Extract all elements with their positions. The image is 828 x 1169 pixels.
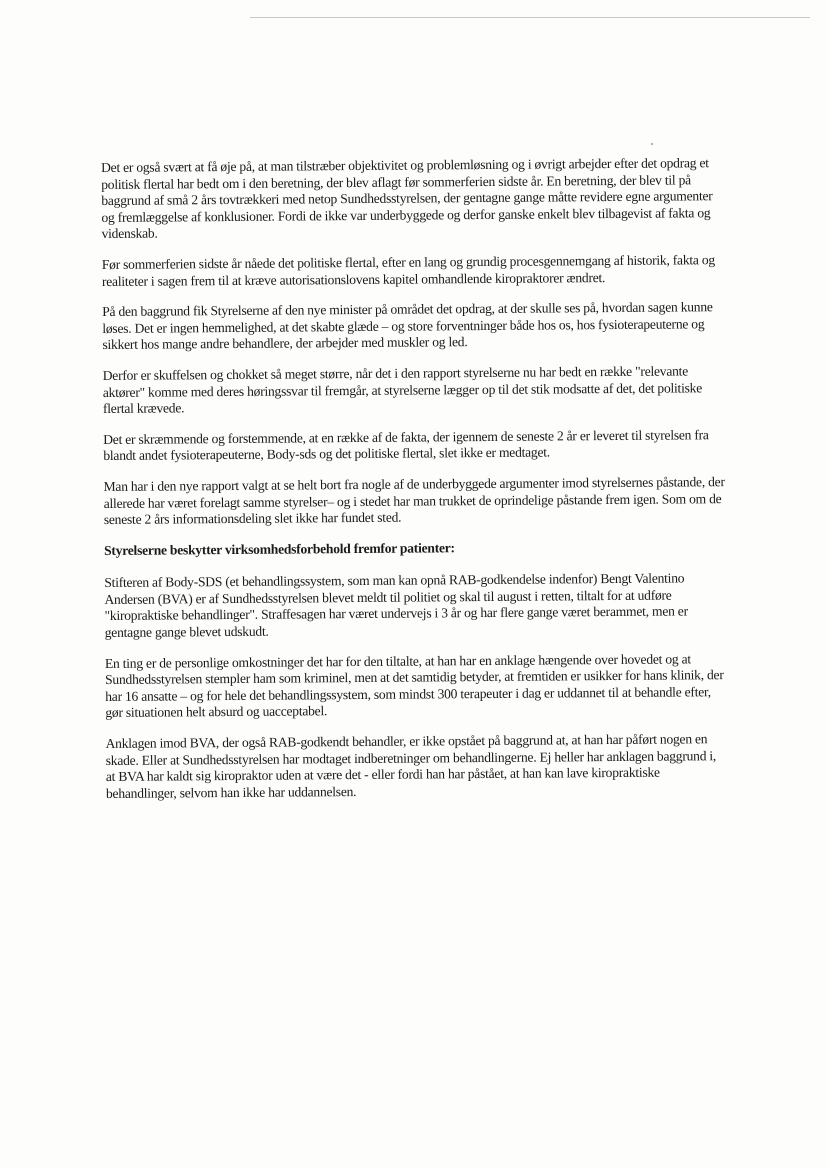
scan-edge-line xyxy=(250,17,810,18)
section-heading: Styrelserne beskytter virksomhedsforbehold fremfor patienter: xyxy=(104,539,455,558)
paragraph-7: Stifteren af Body-SDS (et behandlingssystem, som man kan opnå RAB-godkendelse indenfor) Bengt Valentino Andersen (BVA) er af Sundhedsstyrelsen blevet meldt til politiet og skal til august i retten, tiltalt for at udføre "kiropraktiske behandlinger". Straffesagen har været undervejs i 3 år og har flere gange været berammet, men er gentagne gange blevet udskudt. xyxy=(104,570,688,641)
scan-speck xyxy=(651,143,653,145)
paragraph-1: Det er også svært at få øje på, at man tilstræber objektivitet og problemløsning og i øvrigt arbejder efter det opdrag et politisk flertal har bedt om i den beretning, der blev aflagt før sommerferien sidste år. En beretning, der blev til på baggrund af små 2 års tovtrækkeri med netop Sundhedsstyrelsen, der gentagne gange måtte revidere egne argumenter og fremlæggelse af konklusioner. Fordi de ikke var underbyggede og derfor ganske enkelt blev tilbagevist af fakta og videnskab. xyxy=(101,155,713,242)
paragraph-8: En ting er de personlige omkostninger det har for den tiltalte, at han har en anklage hængende over hovedet og at Sundhedsstyrelsen stempler ham som kriminel, men at det samtidig betyder, at fremtiden er usikker for hans klinik, der har 16 ansatte – og for hele det behandlingssystem, som mindst 300 terapeuter i dag er uddannet til at behandle efter, gør situationen helt absurd og uacceptabel. xyxy=(104,651,724,721)
paragraph-3: På den baggrund fik Styrelserne af den nye minister på området det opdrag, at der skulle ses på, hvordan sagen kunne løses. Det er ingen hemmelighed, at det skabte glæde – og store forventninger både hos os, hos fysioterapeuterne og sikkert hos mange andre behandlere, der arbejder med muskler og led. xyxy=(102,299,713,353)
paragraph-5: Det er skræmmende og forstemmende, at en række af de fakta, der igennem de seneste 2 år er leveret til styrelsen fra blandt andet fysioterapeuterne, Body-sds og det politiske flertal, slet ikke er medtaget. xyxy=(103,426,709,464)
paragraph-6: Man har i den nye rapport valgt at se helt bort fra nogle af de underbyggede argumenter imod styrelsernes påstande, der allerede har været forelagt samme styrelser– og i stedet har man trukket de oprindelige påstande frem igen. Som om de seneste 2 års informationsdeling slet ikke har fundet sted. xyxy=(103,474,725,528)
paragraph-9: Anklagen imod BVA, der også RAB-godkendt behandler, er ikke opstået på baggrund at, at han har påført nogen en skade. Eller at Sundhedsstyrelsen har modtaget indberetninger om behandlingerne. Ej heller har anklagen baggrund i, at BVA har kaldt sig kiropraktor uden at være det - eller fordi han har påstået, at han kan lave kiropraktiske behandlinger, selvom han ikke har uddannelsen. xyxy=(105,731,717,801)
document-body xyxy=(101,155,728,816)
paragraph-4: Derfor er skuffelsen og chokket så meget større, når det i den rapport styrelserne nu har bedt en række "relevante aktører" komme med deres høringssvar til fremgår, at styrelserne lægger op til det stik modsatte af det, det politiske flertal krævede. xyxy=(102,363,703,417)
paragraph-2: Før sommerferien sidste år nåede det politiske flertal, efter en lang og grundig procesgennemgang af historik, fakta og realiteter i sagen frem til at kræve autorisationslovens kapitel omhandlende kiropraktorer ændret. xyxy=(101,252,715,289)
